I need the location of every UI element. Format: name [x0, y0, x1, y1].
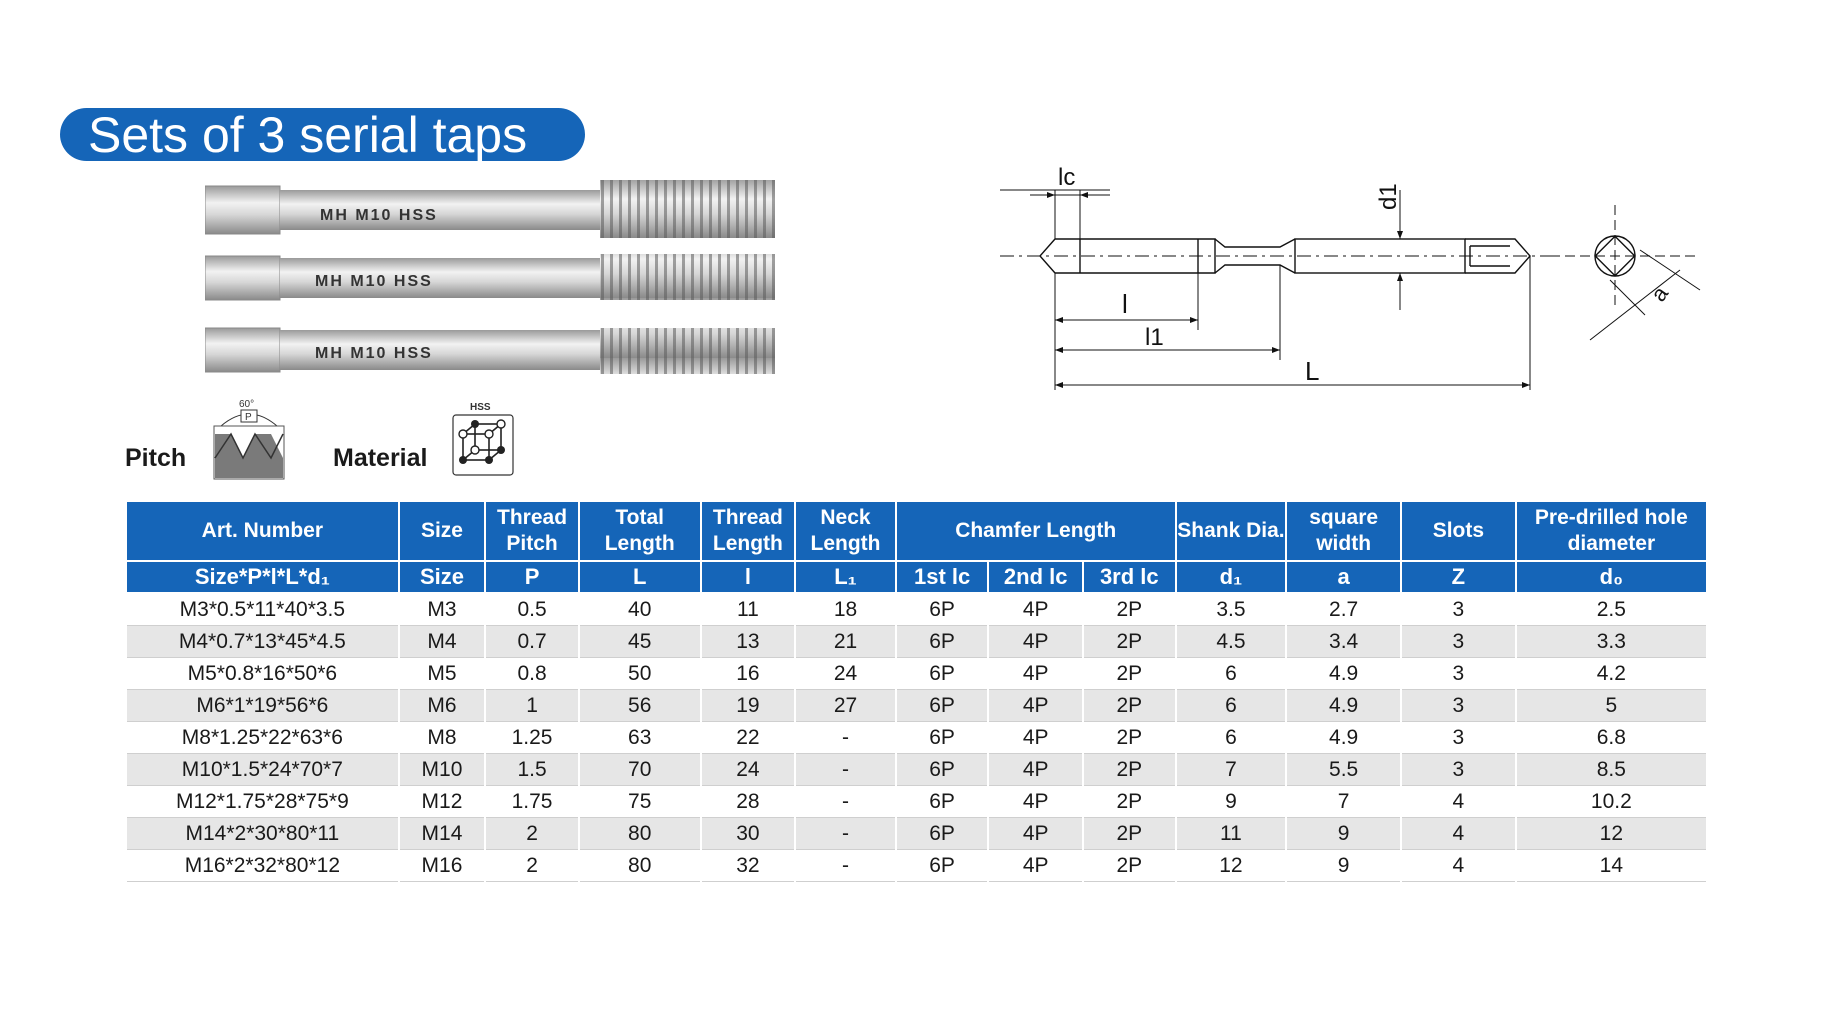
table-cell: 24: [701, 754, 796, 786]
table-cell: 30: [701, 818, 796, 850]
table-cell: M8*1.25*22*63*6: [126, 722, 399, 754]
table-cell: M16*2*32*80*12: [126, 850, 399, 882]
table-cell: 4.5: [1176, 626, 1287, 658]
table-cell: 4P: [988, 754, 1083, 786]
table-cell: 7: [1176, 754, 1287, 786]
table-cell: 12: [1176, 850, 1287, 882]
table-cell: 3.3: [1516, 626, 1707, 658]
table-cell: 18: [795, 593, 896, 626]
table-cell: M12*1.75*28*75*9: [126, 786, 399, 818]
table-cell: 11: [1176, 818, 1287, 850]
table-cell: 3: [1401, 722, 1516, 754]
col-chamfer-length: Chamfer Length: [896, 501, 1176, 561]
table-cell: 50: [579, 658, 701, 690]
tap-dimension-diagram: [1000, 150, 1720, 410]
pitch-icon: [213, 396, 285, 480]
table-cell: 6P: [896, 690, 989, 722]
table-cell: 6P: [896, 850, 989, 882]
table-cell: M3: [399, 593, 486, 626]
svg-text:HSS: HSS: [470, 402, 491, 413]
col-shank-dia: Shank Dia.: [1176, 501, 1287, 561]
table-cell: 4: [1401, 786, 1516, 818]
table-cell: 80: [579, 818, 701, 850]
table-cell: 2P: [1083, 690, 1176, 722]
table-cell: 1.75: [485, 786, 579, 818]
table-header-row: [126, 501, 1707, 561]
material-label: Material: [333, 444, 428, 472]
table-cell: 5: [1516, 690, 1707, 722]
table-cell: 6P: [896, 754, 989, 786]
table-cell: 6P: [896, 818, 989, 850]
table-cell: 8.5: [1516, 754, 1707, 786]
table-row: [126, 658, 1707, 690]
table-cell: 4.9: [1286, 658, 1401, 690]
table-cell: 4P: [988, 850, 1083, 882]
table-cell: 3.5: [1176, 593, 1287, 626]
tap-3: [205, 328, 775, 374]
table-cell: 11: [701, 593, 796, 626]
table-cell: 2: [485, 818, 579, 850]
table-cell: M5: [399, 658, 486, 690]
table-cell: 19: [701, 690, 796, 722]
table-cell: M6*1*19*56*6: [126, 690, 399, 722]
diagram-label-a: a: [1645, 281, 1674, 307]
table-cell: M6: [399, 690, 486, 722]
table-cell: 4P: [988, 593, 1083, 626]
subheader-cell: l: [701, 561, 796, 593]
table-body: [126, 593, 1707, 882]
svg-text:P: P: [245, 412, 252, 423]
table-cell: 3: [1401, 754, 1516, 786]
subheader-cell: Size: [399, 561, 486, 593]
table-cell: 75: [579, 786, 701, 818]
table-cell: 3: [1401, 658, 1516, 690]
table-cell: 3: [1401, 690, 1516, 722]
table-cell: 45: [579, 626, 701, 658]
table-cell: 70: [579, 754, 701, 786]
table-cell: 0.5: [485, 593, 579, 626]
table-cell: 27: [795, 690, 896, 722]
col-square-width: square width: [1286, 501, 1401, 561]
subheader-cell: L: [579, 561, 701, 593]
table-cell: M14: [399, 818, 486, 850]
col-slots: Slots: [1401, 501, 1516, 561]
table-cell: -: [795, 754, 896, 786]
diagram-label-l: l: [1122, 289, 1128, 319]
table-row: [126, 593, 1707, 626]
table-subheader-row: [126, 561, 1707, 593]
table-cell: 0.8: [485, 658, 579, 690]
table-cell: M4*0.7*13*45*4.5: [126, 626, 399, 658]
table-cell: 1.5: [485, 754, 579, 786]
diagram-label-d1: d1: [1375, 183, 1402, 210]
table-cell: 7: [1286, 786, 1401, 818]
table-cell: 2P: [1083, 722, 1176, 754]
subheader-cell: L₁: [795, 561, 896, 593]
table-cell: -: [795, 818, 896, 850]
table-cell: M16: [399, 850, 486, 882]
col-thread-pitch: Thread Pitch: [485, 501, 579, 561]
table-cell: M10: [399, 754, 486, 786]
tap-3-marking: MH M10 HSS: [315, 345, 433, 362]
table-cell: 4.9: [1286, 690, 1401, 722]
col-neck-length: Neck Length: [795, 501, 896, 561]
table-cell: 6P: [896, 722, 989, 754]
table-cell: 32: [701, 850, 796, 882]
table-cell: 2P: [1083, 626, 1176, 658]
col-size: Size: [399, 501, 486, 561]
tap-2-marking: MH M10 HSS: [315, 273, 433, 290]
table-cell: 63: [579, 722, 701, 754]
table-cell: 4P: [988, 690, 1083, 722]
subheader-cell: 3rd lc: [1083, 561, 1176, 593]
table-cell: 4.2: [1516, 658, 1707, 690]
col-predrilled: Pre-drilled hole diameter: [1516, 501, 1707, 561]
table-cell: -: [795, 722, 896, 754]
table-cell: 56: [579, 690, 701, 722]
subheader-cell: d₀: [1516, 561, 1707, 593]
subheader-cell: d₁: [1176, 561, 1287, 593]
table-cell: 4P: [988, 722, 1083, 754]
table-cell: -: [795, 786, 896, 818]
table-cell: 6P: [896, 626, 989, 658]
tap-2: [205, 254, 775, 300]
spec-table: [125, 500, 1708, 882]
table-cell: 5.5: [1286, 754, 1401, 786]
table-cell: 4: [1401, 818, 1516, 850]
subheader-cell: 1st lc: [896, 561, 989, 593]
table-cell: 4: [1401, 850, 1516, 882]
tap-set-illustration: [205, 178, 780, 388]
table-cell: 2P: [1083, 850, 1176, 882]
page-title: Sets of 3 serial taps: [88, 107, 528, 163]
col-thread-length: Thread Length: [701, 501, 796, 561]
table-cell: M12: [399, 786, 486, 818]
table-cell: 6P: [896, 786, 989, 818]
col-art-number: Art. Number: [126, 501, 399, 561]
table-cell: 4P: [988, 786, 1083, 818]
table-cell: 4P: [988, 658, 1083, 690]
table-cell: 1: [485, 690, 579, 722]
table-row: [126, 786, 1707, 818]
tap-1-marking: MH M10 HSS: [320, 207, 438, 224]
table-cell: 6: [1176, 690, 1287, 722]
table-cell: 9: [1176, 786, 1287, 818]
col-total-length: Total Length: [579, 501, 701, 561]
table-cell: 22: [701, 722, 796, 754]
table-cell: 9: [1286, 850, 1401, 882]
table-cell: 21: [795, 626, 896, 658]
subheader-cell: a: [1286, 561, 1401, 593]
table-row: [126, 722, 1707, 754]
table-cell: 2P: [1083, 593, 1176, 626]
table-cell: 2.5: [1516, 593, 1707, 626]
subheader-cell: P: [485, 561, 579, 593]
table-cell: 0.7: [485, 626, 579, 658]
table-row: [126, 626, 1707, 658]
svg-text:60°: 60°: [239, 399, 255, 410]
table-cell: 16: [701, 658, 796, 690]
table-cell: 9: [1286, 818, 1401, 850]
table-cell: 24: [795, 658, 896, 690]
table-cell: 6P: [896, 593, 989, 626]
table-row: [126, 850, 1707, 882]
subheader-cell: 2nd lc: [988, 561, 1083, 593]
table-cell: M8: [399, 722, 486, 754]
table-cell: 3.4: [1286, 626, 1401, 658]
table-cell: M10*1.5*24*70*7: [126, 754, 399, 786]
table-cell: 2P: [1083, 754, 1176, 786]
table-cell: M14*2*30*80*11: [126, 818, 399, 850]
pitch-label: Pitch: [125, 444, 187, 472]
table-cell: M5*0.8*16*50*6: [126, 658, 399, 690]
table-cell: M3*0.5*11*40*3.5: [126, 593, 399, 626]
table-cell: 3: [1401, 626, 1516, 658]
table-cell: 3: [1401, 593, 1516, 626]
table-cell: 6: [1176, 722, 1287, 754]
table-cell: 2P: [1083, 786, 1176, 818]
table-cell: 40: [579, 593, 701, 626]
table-cell: 12: [1516, 818, 1707, 850]
table-cell: 6.8: [1516, 722, 1707, 754]
table-cell: 1.25: [485, 722, 579, 754]
table-cell: 2P: [1083, 658, 1176, 690]
table-row: [126, 754, 1707, 786]
diagram-label-L: L: [1305, 356, 1320, 386]
table-cell: M4: [399, 626, 486, 658]
table-cell: 4P: [988, 626, 1083, 658]
table-cell: 80: [579, 850, 701, 882]
table-cell: 6: [1176, 658, 1287, 690]
table-cell: 4P: [988, 818, 1083, 850]
table-cell: 28: [701, 786, 796, 818]
subheader-cell: Z: [1401, 561, 1516, 593]
table-cell: 14: [1516, 850, 1707, 882]
table-row: [126, 818, 1707, 850]
table-cell: 6P: [896, 658, 989, 690]
diagram-label-lc: lc: [1058, 164, 1076, 191]
table-row: [126, 690, 1707, 722]
table-cell: 10.2: [1516, 786, 1707, 818]
hss-material-icon: [451, 400, 515, 476]
tap-1: [205, 180, 775, 238]
table-cell: 4.9: [1286, 722, 1401, 754]
table-cell: 13: [701, 626, 796, 658]
table-cell: -: [795, 850, 896, 882]
table-cell: 2.7: [1286, 593, 1401, 626]
subheader-cell: Size*P*l*L*d₁: [126, 561, 399, 593]
table-cell: 2P: [1083, 818, 1176, 850]
diagram-label-l1: l1: [1145, 324, 1164, 351]
table-cell: 2: [485, 850, 579, 882]
